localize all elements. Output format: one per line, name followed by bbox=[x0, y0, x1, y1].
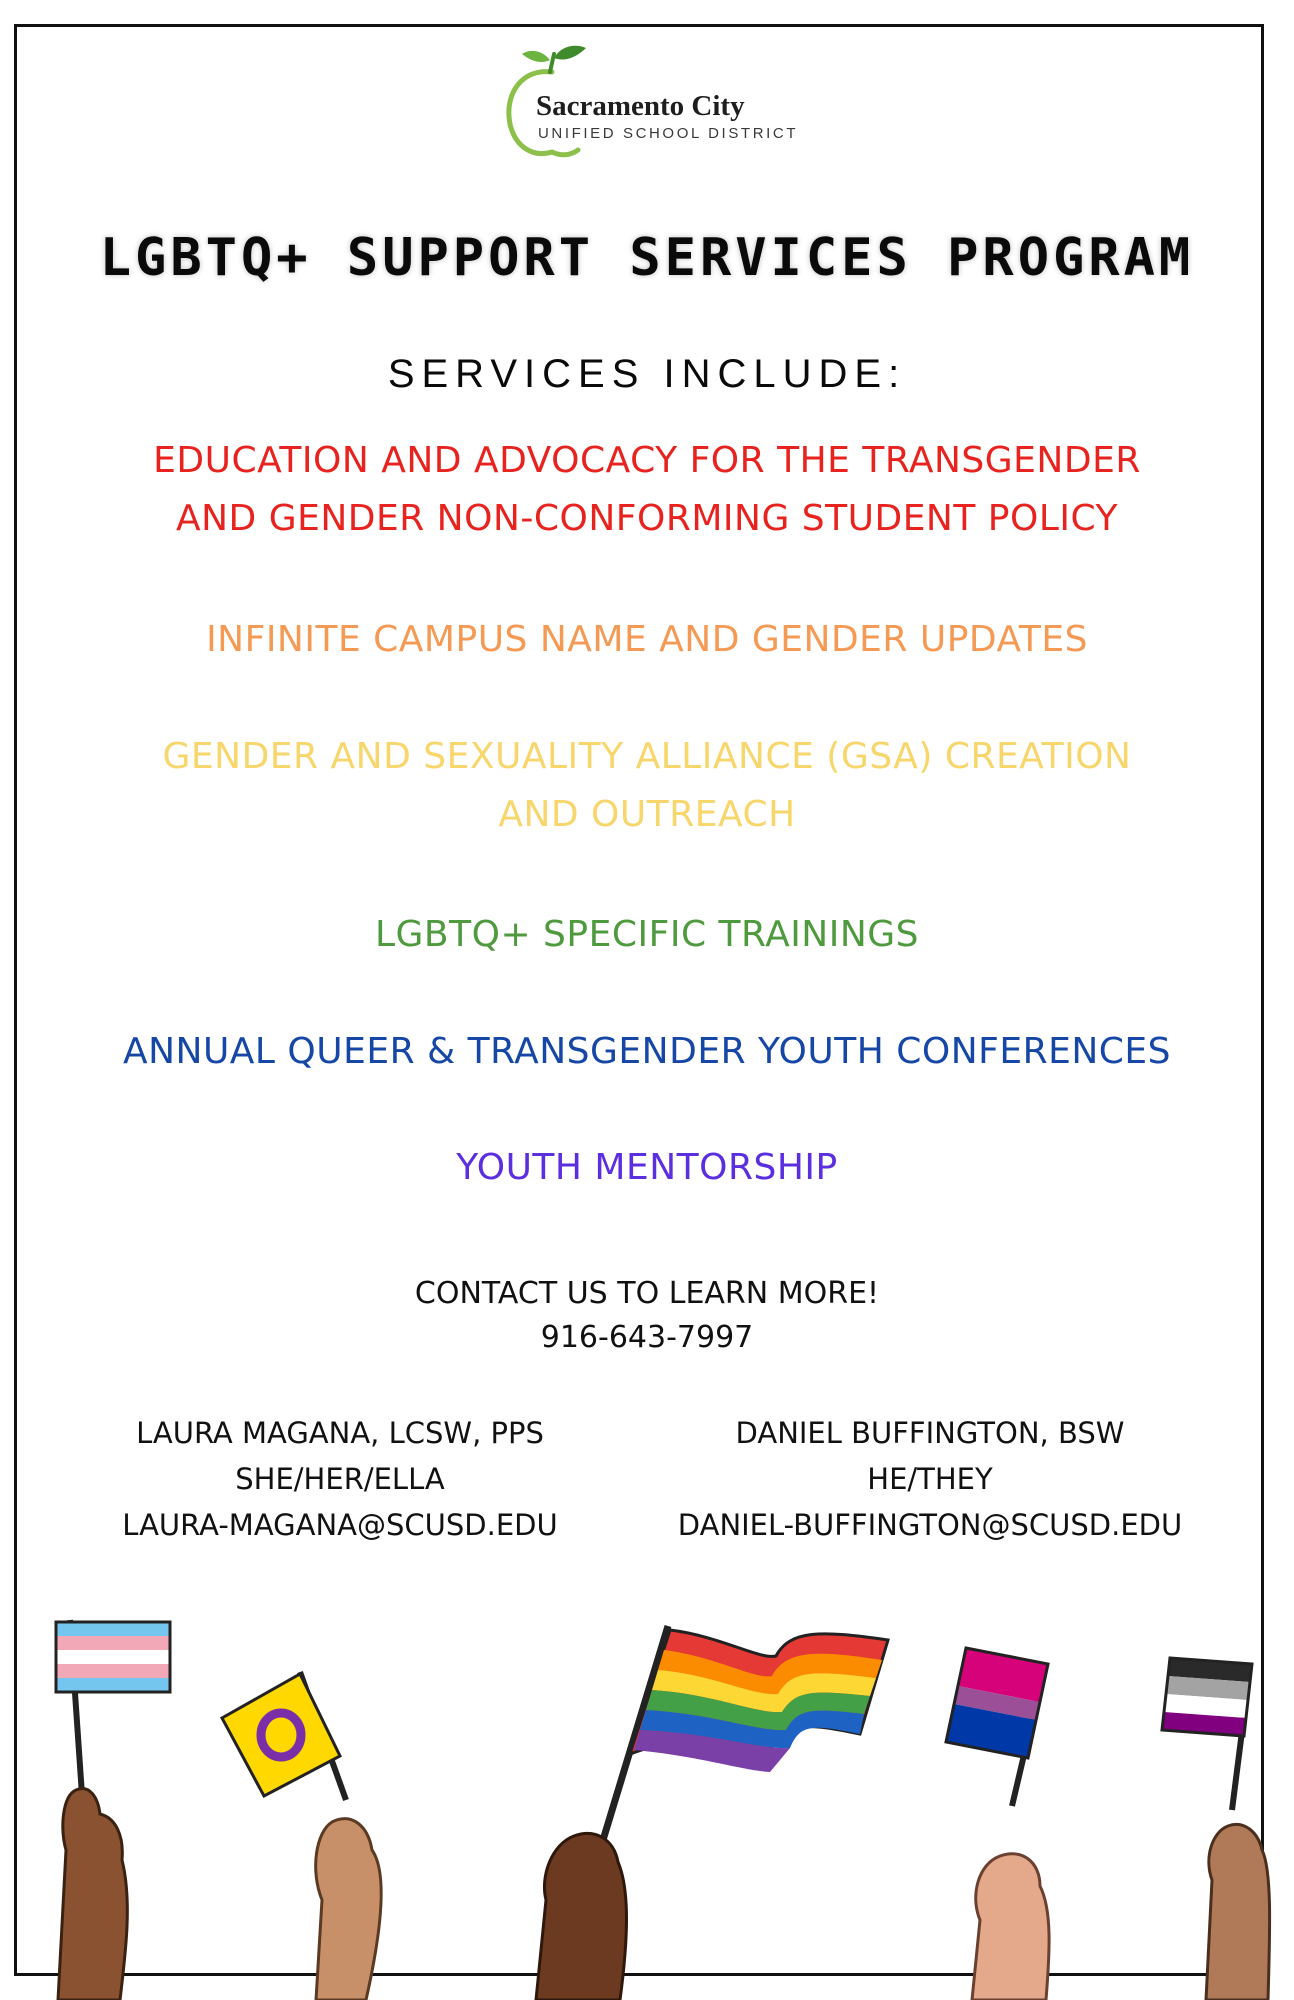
services-heading: SERVICES INCLUDE: bbox=[387, 352, 907, 396]
service-item: ANNUAL QUEER & TRANSGENDER YOUTH CONFERENCES bbox=[122, 1031, 1172, 1072]
rainbow-pride-flag-icon bbox=[600, 1626, 888, 1850]
hand-icon bbox=[536, 1834, 627, 2000]
contact-email[interactable]: LAURA-MAGANA@SCUSD.EDU bbox=[122, 1508, 558, 1542]
contact-pronouns: HE/THEY bbox=[867, 1462, 993, 1496]
contact-name: LAURA MAGANA, LCSW, PPS bbox=[136, 1416, 544, 1450]
contact-phone[interactable]: 916-643-7997 bbox=[540, 1320, 754, 1355]
pride-flags-illustration bbox=[0, 1600, 1294, 2000]
logo-subtitle: UNIFIED SCHOOL DISTRICT bbox=[538, 125, 799, 142]
transgender-flag-icon bbox=[56, 1620, 170, 1795]
contact-card-daniel bbox=[660, 1410, 1200, 1548]
contact-email[interactable]: DANIEL-BUFFINGTON@SCUSD.EDU bbox=[677, 1508, 1183, 1542]
contact-card-laura bbox=[80, 1410, 600, 1548]
hand-icon bbox=[972, 1854, 1049, 2000]
intersex-flag-icon bbox=[222, 1672, 346, 1800]
contact-heading: CONTACT US TO LEARN MORE! bbox=[414, 1276, 880, 1311]
service-item: EDUCATION AND ADVOCACY FOR THE TRANSGENDER AND GENDER NON-CONFORMING STUDENT POLICY bbox=[153, 440, 1141, 539]
page-title: LGBTQ+ SUPPORT SERVICES PROGRAM bbox=[99, 228, 1195, 288]
hand-icon bbox=[316, 1819, 382, 2000]
asexual-flag-icon bbox=[1162, 1658, 1252, 1810]
service-item: INFINITE CAMPUS NAME AND GENDER UPDATES bbox=[206, 619, 1088, 660]
hand-icon bbox=[58, 1789, 127, 2000]
bisexual-flag-icon bbox=[946, 1648, 1048, 1806]
contact-pronouns: SHE/HER/ELLA bbox=[235, 1462, 445, 1496]
hand-icon bbox=[1206, 1824, 1270, 2000]
service-item: YOUTH MENTORSHIP bbox=[456, 1147, 838, 1188]
service-item: LGBTQ+ SPECIFIC TRAININGS bbox=[374, 914, 920, 955]
service-item: GENDER AND SEXUALITY ALLIANCE (GSA) CREATION AND OUTREACH bbox=[162, 736, 1132, 835]
logo-name: Sacramento City bbox=[536, 90, 745, 122]
contact-name: DANIEL BUFFINGTON, BSW bbox=[735, 1416, 1125, 1450]
